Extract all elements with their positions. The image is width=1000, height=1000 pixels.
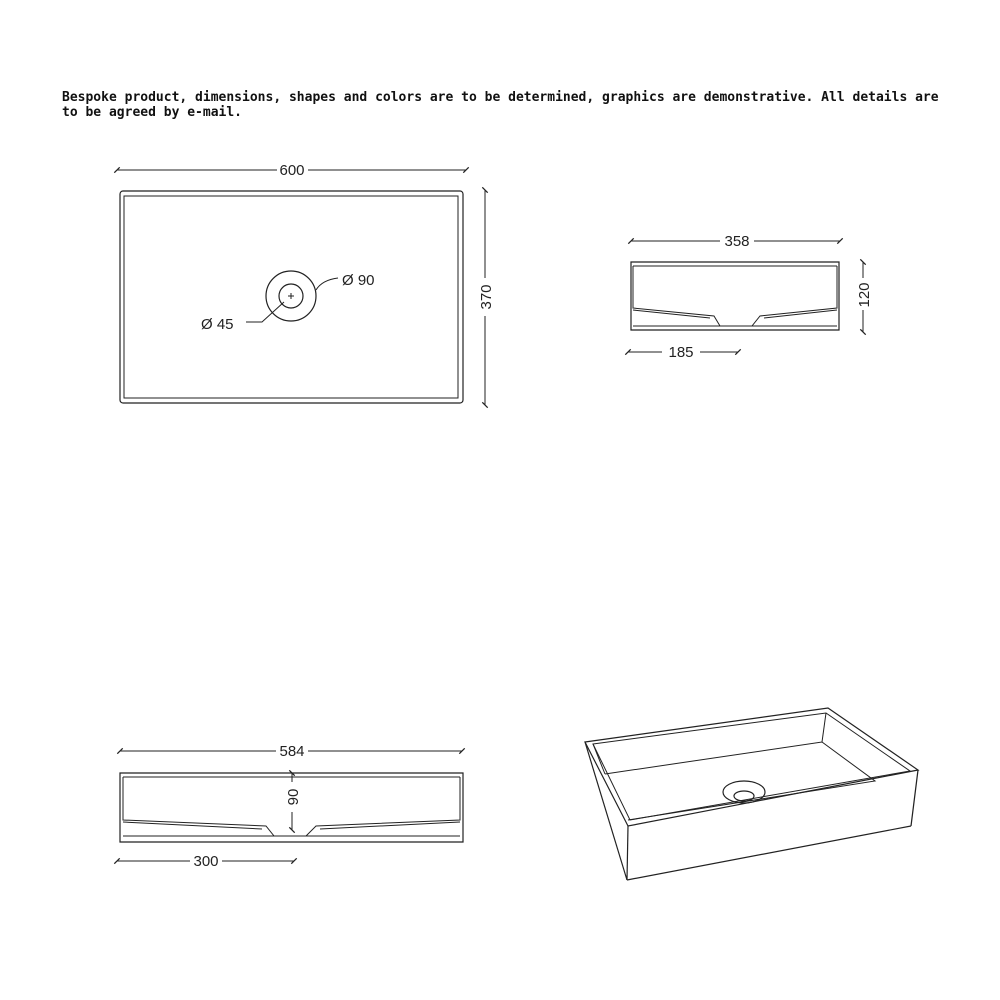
inner-diameter-label: Ø 45 <box>201 316 234 333</box>
side-outline <box>631 262 839 330</box>
front-view <box>117 743 463 870</box>
side-half-label: 185 <box>668 344 694 361</box>
front-inner-left <box>123 777 274 836</box>
top-view <box>117 162 495 405</box>
width-dim-label: 600 <box>279 162 305 179</box>
front-depth-label: 90 <box>285 788 302 806</box>
side-inner-left <box>633 266 720 326</box>
disclaimer-note: Bespoke product, dimensions, shapes and colors are to be determined, graphics are demonstrative. All details are to be agreed by e-mail. <box>62 90 939 120</box>
iso-drain-inner <box>734 791 754 801</box>
iso-front-corner <box>627 826 628 880</box>
side-width-label: 358 <box>724 233 750 250</box>
iso-right-edge <box>911 770 918 826</box>
outer-diameter-label: Ø 90 <box>342 272 375 289</box>
leader-outer <box>316 278 338 290</box>
front-outline <box>120 773 463 842</box>
side-height-label: 120 <box>856 282 873 308</box>
isometric-view <box>585 708 918 880</box>
leader-inner <box>246 302 284 322</box>
front-width-label: 584 <box>279 743 305 760</box>
iso-top-rim-outer <box>585 708 918 826</box>
front-half-label: 300 <box>193 853 219 870</box>
side-inner-right <box>752 266 837 326</box>
side-view <box>628 233 873 361</box>
front-inner-right <box>306 777 460 836</box>
iso-bottom-edge <box>627 826 911 880</box>
depth-dim-label: 370 <box>478 284 495 310</box>
iso-top-rim-inner <box>593 713 910 820</box>
